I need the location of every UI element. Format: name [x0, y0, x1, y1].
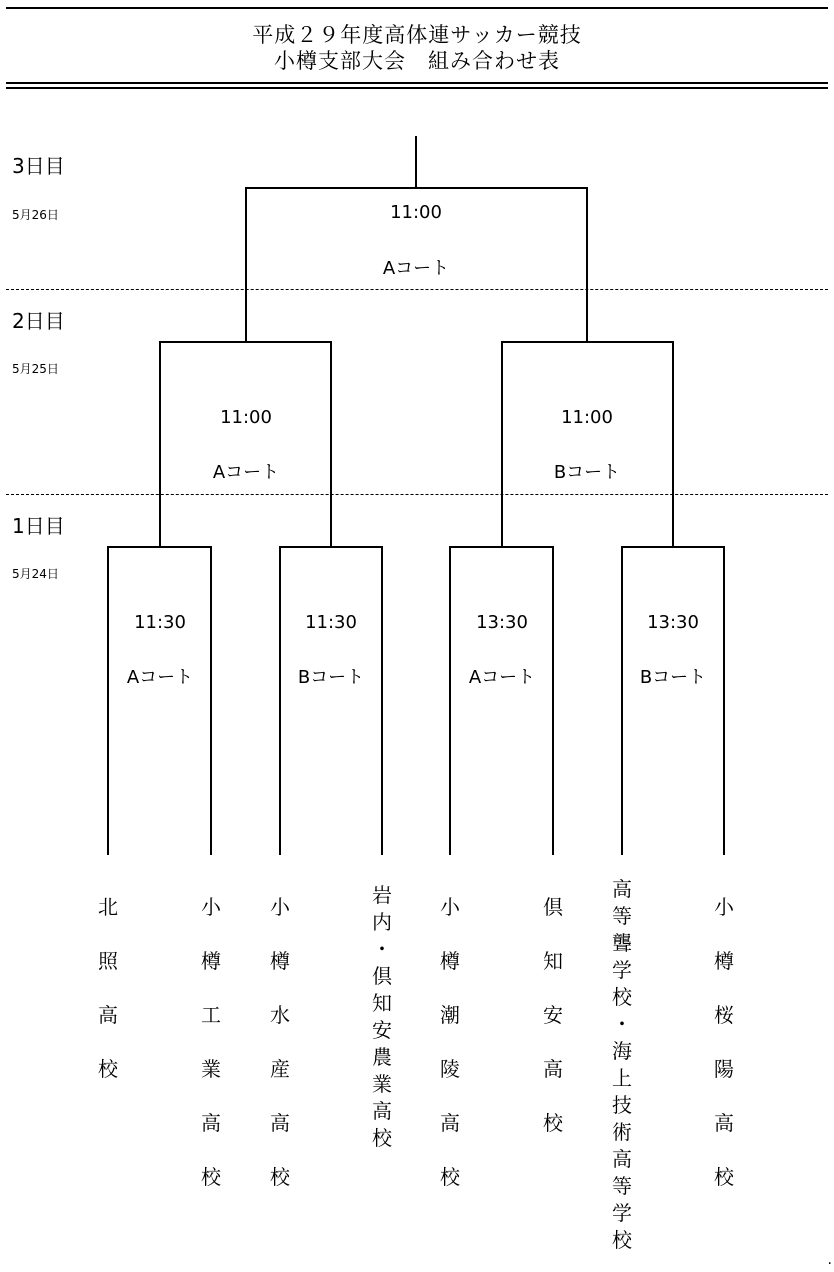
team-name-char: 学: [612, 958, 632, 982]
semi-right-court: Bコート: [553, 462, 621, 483]
team-4: [372, 882, 392, 1152]
r1-2-bracket: [280, 547, 382, 855]
semi-right-bracket: [502, 342, 673, 547]
r1-4-time: 13:30: [647, 612, 699, 633]
team-name-char: 工: [201, 1003, 221, 1027]
day3-date: 5月26日: [12, 208, 59, 222]
team-name-char: 小: [714, 895, 734, 919]
semi-left-court: Aコート: [212, 462, 280, 483]
team-name-char: 校: [201, 1165, 221, 1189]
team-7: [612, 876, 632, 1254]
team-name-char: 等: [612, 904, 632, 928]
r1-1-court: Aコート: [126, 667, 194, 688]
team-name-char: 高: [543, 1057, 563, 1081]
team-name-char: 知: [372, 991, 392, 1015]
team-name-char: 樽: [270, 949, 290, 973]
team-name-char: 業: [372, 1072, 392, 1096]
semi-left-bracket: [160, 342, 331, 547]
team-name-char: 樽: [440, 949, 460, 973]
team-name-char: 術: [612, 1120, 632, 1144]
team-name-char: 安: [372, 1018, 392, 1042]
team-name-char: 校: [543, 1111, 563, 1135]
day2-label: 2日目: [12, 309, 65, 333]
team-name-char: 校: [98, 1057, 118, 1081]
team-name-char: 高: [201, 1111, 221, 1135]
team-name-char: 上: [612, 1066, 632, 1090]
team-name-char: 海: [612, 1039, 632, 1063]
team-name-char: 高: [612, 877, 632, 901]
team-1: [98, 880, 118, 1096]
r1-1-bracket: [108, 547, 211, 855]
team-name-char: 樽: [201, 949, 221, 973]
footer-mark: .: [827, 1252, 832, 1268]
team-name-char: 潮: [440, 1003, 460, 1027]
team-name-char: 倶: [372, 964, 392, 988]
team-name-char: ・: [372, 937, 392, 961]
team-name-char: 校: [440, 1165, 460, 1189]
team-name-char: 小: [270, 895, 290, 919]
team-name-char: 高: [270, 1111, 290, 1135]
semi-left-time: 11:00: [220, 407, 272, 428]
r1-3-court: Aコート: [468, 667, 536, 688]
team-name-char: 樽: [714, 949, 734, 973]
team-name-char: 水: [270, 1003, 290, 1027]
team-name-char: 農: [372, 1045, 392, 1069]
semi-right-time: 11:00: [561, 407, 613, 428]
team-name-char: 校: [270, 1165, 290, 1189]
team-name-char: ・: [612, 1012, 632, 1036]
team-3: [270, 880, 290, 1204]
team-6: [543, 880, 563, 1150]
day1-date: 5月24日: [12, 567, 59, 581]
final-court: Aコート: [382, 258, 450, 279]
r1-4-bracket: [622, 547, 724, 855]
team-name-char: 高: [98, 1003, 118, 1027]
team-2: [201, 880, 221, 1204]
team-name-char: 高: [612, 1147, 632, 1171]
team-name-char: 校: [372, 1126, 392, 1150]
team-name-char: 桜: [714, 1003, 734, 1027]
page-title-line2: 小樽支部大会 組み合わせ表: [274, 49, 560, 73]
team-name-char: 陵: [440, 1057, 460, 1081]
team-name-char: 照: [98, 949, 118, 973]
team-name-char: 校: [714, 1165, 734, 1189]
day2-date: 5月25日: [12, 362, 59, 376]
team-8: [714, 880, 734, 1204]
team-name-char: 高: [440, 1111, 460, 1135]
team-name-char: 高: [372, 1099, 392, 1123]
team-5: [440, 880, 460, 1204]
day3-label: 3日目: [12, 154, 65, 178]
team-name-char: 内: [372, 910, 392, 934]
team-name-char: 北: [98, 895, 118, 919]
r1-4-court: Bコート: [639, 667, 707, 688]
team-name-char: 安: [543, 1003, 563, 1027]
team-name-char: 知: [543, 949, 563, 973]
team-name-char: 陽: [714, 1057, 734, 1081]
team-name-char: 産: [270, 1057, 290, 1081]
team-name-char: 高: [714, 1111, 734, 1135]
r1-2-court: Bコート: [297, 667, 365, 688]
day1-label: 1日目: [12, 514, 65, 538]
team-name-char: 小: [201, 895, 221, 919]
r1-2-time: 11:30: [305, 612, 357, 633]
final-time: 11:00: [390, 202, 442, 223]
team-name-char: 岩: [372, 883, 392, 907]
r1-1-time: 11:30: [134, 612, 186, 633]
r1-3-bracket: [450, 547, 553, 855]
team-name-char: 倶: [543, 895, 563, 919]
team-name-char: 聾: [612, 931, 632, 955]
team-name-char: 学: [612, 1201, 632, 1225]
team-name-char: 技: [612, 1093, 632, 1117]
r1-3-time: 13:30: [476, 612, 528, 633]
team-name-char: 校: [612, 1228, 632, 1252]
team-name-char: 等: [612, 1174, 632, 1198]
team-name-char: 小: [440, 895, 460, 919]
team-name-char: 校: [612, 985, 632, 1009]
team-name-char: 業: [201, 1057, 221, 1081]
page-title-line1: 平成２９年度高体連サッカー競技: [252, 23, 582, 47]
